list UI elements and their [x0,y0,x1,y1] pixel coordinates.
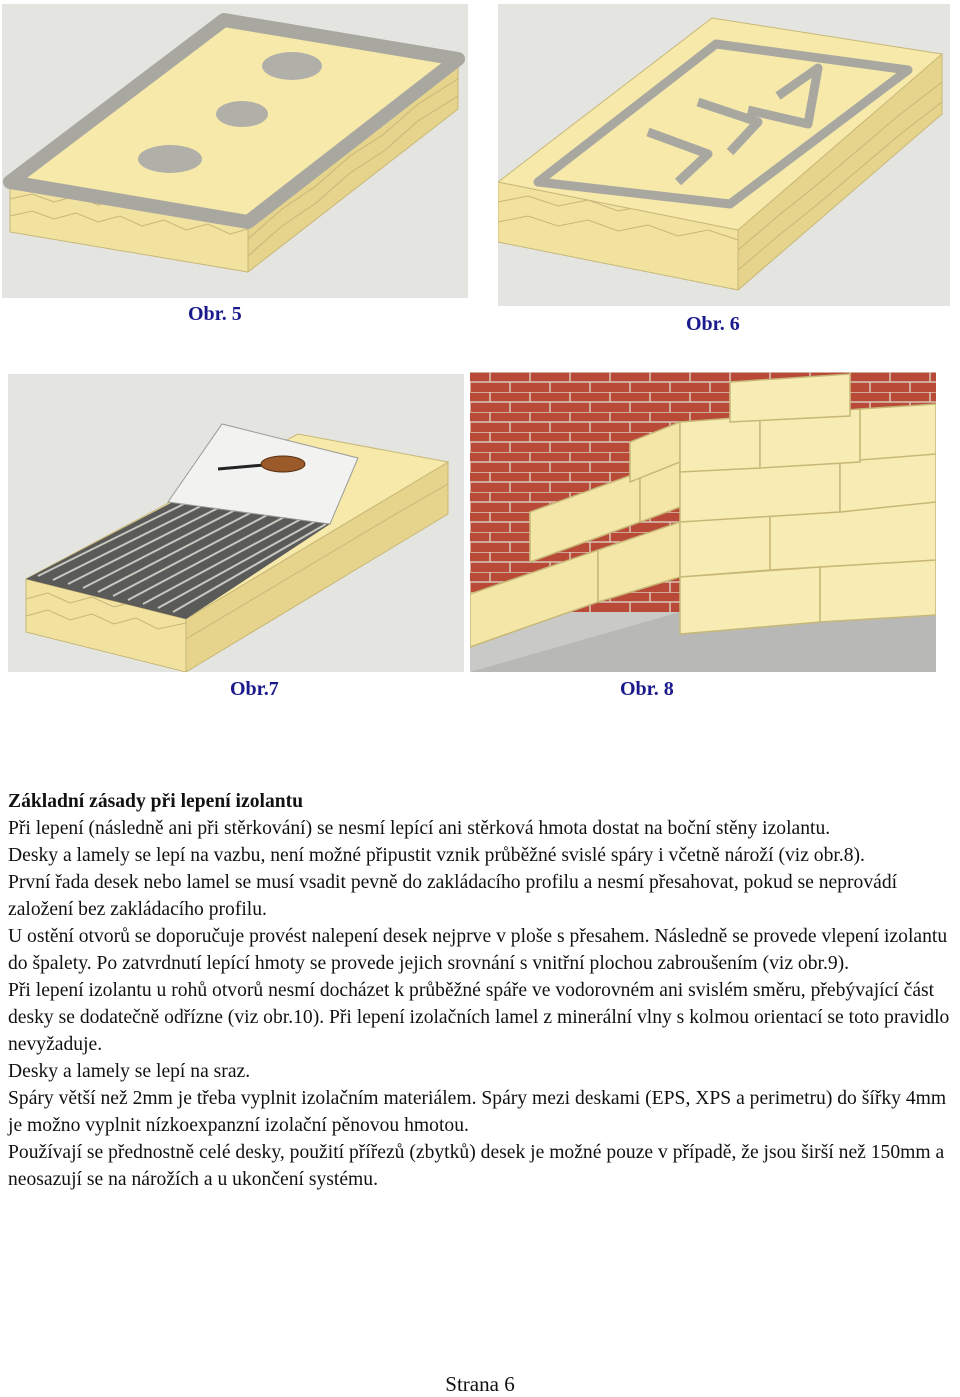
paragraph: Používají se přednostně celé desky, použití přířezů (zbytků) desek je možné pouze v případě, že jsou širší než 150mm a neosazují se na nárožích a u ukončení systému. [8,1142,945,1190]
figure-obr6 [498,4,950,306]
caption-obr8: Obr. 8 [620,678,674,700]
caption-obr7: Obr.7 [230,678,279,700]
paragraph: Spáry větší než 2mm je třeba vyplnit izolačním materiálem. Spáry mezi deskami (EPS, XPS a perimetru) do šířky 4mm je možno vyplnit nízkoexpanzní izolační pěnovou hmotou. [8,1088,947,1136]
paragraph: Desky a lamely se lepí na sraz. [8,1061,251,1082]
article-heading: Základní zásady při lepení izolantu [8,791,304,812]
caption-obr5: Obr. 5 [188,303,242,325]
adhesive-blob [216,101,268,127]
paragraph: Při lepení (následně ani při stěrkování) se nesmí lepící ani stěrková hmota dostat na boční stěny izolantu. [8,818,831,839]
paragraph: Desky a lamely se lepí na vazbu, není možné připustit vznik průběžné svislé spáry i včetně nároží (viz obr.8). [8,845,865,866]
caption-obr6: Obr. 6 [686,313,740,335]
adhesive-blob [262,52,322,80]
figure-obr5 [2,4,468,298]
adhesive-blob [138,145,202,173]
figure-obr8 [470,372,936,672]
paragraph: První řada desek nebo lamel se musí vsadit pevně do zakládacího profilu a nesmí přesahovat, pokud se neprovádí založení bez zakládacího profilu. [8,872,898,920]
article-body [8,788,953,1193]
paragraph: U ostění otvorů se doporučuje provést nalepení desek nejprve v ploše s přesahem. Následně se provede vlepení izolantu do špalety. Po zatvrdnutí lepící hmoty se provede jejich srovnání s vnitřní plochou zabroušením (viz obr.9). [8,926,948,974]
figure-obr7 [8,374,464,672]
paragraph: Při lepení izolantu u rohů otvorů nesmí docházet k průběžné spáře ve vodorovném ani svislém směru, přebývající část desky se dodatečně odřízne (viz obr.10). Při lepení izolačních lamel z minerální vlny s kolmou orientací se toto pravidlo nevyžaduje. [8,980,950,1055]
page-number: Strana 6 [445,1372,515,1396]
